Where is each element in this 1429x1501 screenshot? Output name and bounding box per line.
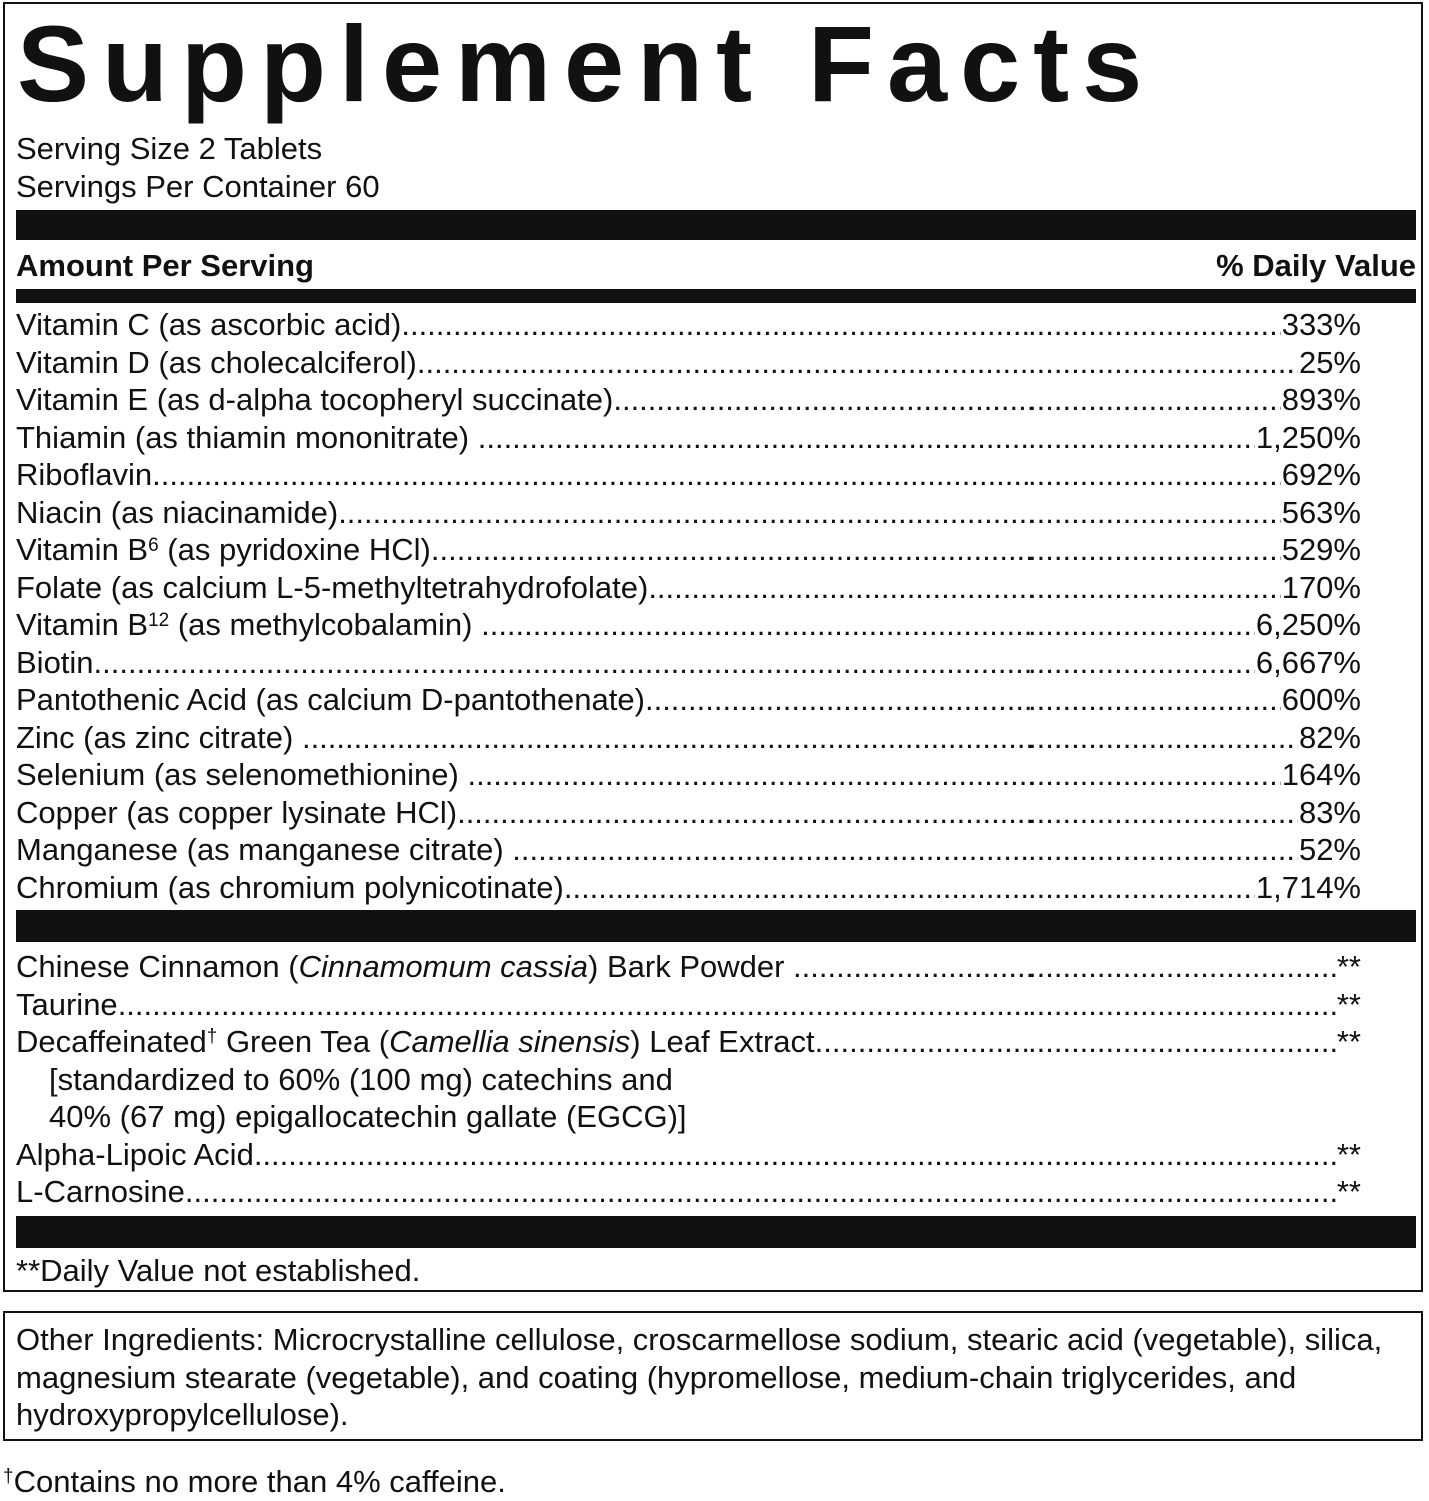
nutrient-name: Manganese (as manganese citrate) .....	[16, 831, 1031, 869]
daily-value: ..... 164%	[1281, 757, 1361, 792]
nutrient-name: Niacin (as niacinamide) .....	[16, 494, 1031, 532]
daily-value: ..... 1,714%	[1255, 869, 1361, 905]
daily-value: ..... 170%	[1281, 569, 1361, 605]
medium-divider	[16, 289, 1416, 303]
column-header	[16, 244, 1416, 288]
serving-size: Serving Size 2 Tablets	[16, 131, 323, 166]
daily-value: ..... **	[1336, 1136, 1361, 1172]
daily-value-label: % Daily Value	[1216, 248, 1416, 283]
daily-value: ..... **	[1336, 1024, 1361, 1059]
daily-value: ..... 333%	[1281, 307, 1361, 342]
dagger-mark: †	[3, 1466, 14, 1487]
panel-title: Supplement Facts	[17, 3, 1156, 124]
dagger-mark: †	[206, 1026, 218, 1047]
daily-value: ..... 25%	[1298, 344, 1361, 380]
green-tea-note-2: 40% (67 mg) epigallocatechin gallate (EGCG)]	[49, 1099, 687, 1134]
daily-value: ..... **	[1336, 1174, 1361, 1209]
daily-value: ..... 83%	[1298, 794, 1361, 830]
nutrient-name: Selenium (as selenomethionine) .....	[16, 756, 1031, 794]
green-tea-note-1: [standardized to 60% (100 mg) catechins and	[49, 1061, 673, 1097]
thick-divider-3	[16, 1216, 1416, 1248]
nutrient-name: Vitamin C (as ascorbic acid) .....	[16, 306, 1031, 344]
daily-value: ..... 6,667%	[1255, 644, 1361, 680]
nutrient-name: Vitamin $B^6$ (as pyridoxine HCl) .....	[16, 531, 1031, 569]
daily-value: ..... **	[1336, 986, 1361, 1022]
daily-value: ..... **	[1336, 949, 1361, 984]
nutrient-name: Zinc (as zinc citrate) .....	[16, 719, 1031, 757]
other-ingredients-box	[3, 1311, 1423, 1441]
nutrient-name: Pantothenic Acid (as calcium D-pantothenate) .....	[16, 681, 1031, 719]
daily-value: ..... 529%	[1281, 532, 1361, 567]
daily-value-footnote: **Daily Value not established.	[16, 1253, 421, 1288]
daily-value: ..... 893%	[1281, 382, 1361, 417]
other-ingredients-text: Other Ingredients: Microcrystalline cellulose, croscarmellose sodium, stearic acid (vegetable), silica, magnesium stearate (vegetable), and coating (hypromellose, medium-chain triglycerides, and hydroxypropylcellulose).	[16, 1322, 1383, 1432]
nutrient-name: Folate (as calcium L-5-methyltetrahydrofolate) .....	[16, 569, 1031, 607]
thick-divider-2	[16, 910, 1416, 942]
nutrient-name: Chromium (as chromium polynicotinate) .....	[16, 869, 1031, 907]
nutrient-name: Biotin .....	[16, 644, 1031, 682]
daily-value: ..... 692%	[1281, 457, 1361, 492]
nutrient-name: Vitamin $B^{12}$ (as methylcobalamin) .....	[16, 606, 1031, 644]
daily-value: ..... 1,250%	[1255, 419, 1361, 455]
nutrient-name: Copper (as copper lysinate HCl) .....	[16, 794, 1031, 832]
servings-per-container: Servings Per Container 60	[16, 169, 380, 204]
nutrient-name: Vitamin D (as cholecalciferol) .....	[16, 344, 1031, 382]
nutrient-name: Vitamin E (as d-alpha tocopheryl succinate) .....	[16, 381, 1031, 419]
daily-value: ..... 600%	[1281, 682, 1361, 717]
thick-divider	[16, 210, 1416, 240]
caffeine-note: †Contains no more than 4% caffeine.	[3, 1464, 506, 1499]
daily-value: ..... 52%	[1298, 832, 1361, 867]
nutrient-name: Riboflavin .....	[16, 456, 1031, 494]
supplement-facts-panel: Supplement Facts Serving Size 2 Tablets Servings Per Container 60 Amount Per Serving % Daily Value Vitamin C (as ascorbic acid) ..... ..... 333% Vitamin D (as cholecalciferol) ..... ..... 25% Vitamin E (as d-alpha tocopheryl succinate) ..... ..... 893% Thiamin (as thiamin mononitrate) ..... ..... 1,250% Riboflavin ..... ..... 692% Niacin (as niacinamide) ..... ..... 563% Vitamin $B^6$ (as pyridoxine HCl) ..... ..... 529% Folate (as calcium L-5-methyltetrahydrofolate) ..... ..... 170% Vitamin $B^{12}$ (as methylcobalamin) ..... ..... 6,250% Biotin ..... ..... 6,667% Pantothenic Acid (as calcium D-pantothenate) ..... ..... 600% Zinc (as zinc citrate) ..... ..... 82% Selenium (as selenomethionine) ..... ..... 164% Copper (as copper lysinate HCl) ..... ..... 83% Manganese (as manganese citrate) ..... ..... 52% Chromium (as chromium polynicotinate) ..... ..... 1,714% Chinese Cinnamon (Cinnamomum cassia) Bark Powder ..... ..... ** Taurine ..... ..... ** Decaffeinated† Green Tea (Camellia sinensis) Leaf Extract ..... ..... ** [standardized to 60% (100 mg) catechins and 40% (67 mg) epigallocatechin gallate (EGCG)] Alpha-Lipoic Acid ..... ..... ** L-Carnosine ..... ..... ** **Daily Value not established.	[3, 2, 1423, 1292]
daily-value: ..... 6,250%	[1255, 607, 1361, 642]
amount-per-serving-label: Amount Per Serving	[16, 248, 314, 283]
daily-value: ..... 563%	[1281, 494, 1361, 530]
nutrient-name: Thiamin (as thiamin mononitrate) .....	[16, 419, 1031, 457]
daily-value: ..... 82%	[1298, 719, 1361, 755]
